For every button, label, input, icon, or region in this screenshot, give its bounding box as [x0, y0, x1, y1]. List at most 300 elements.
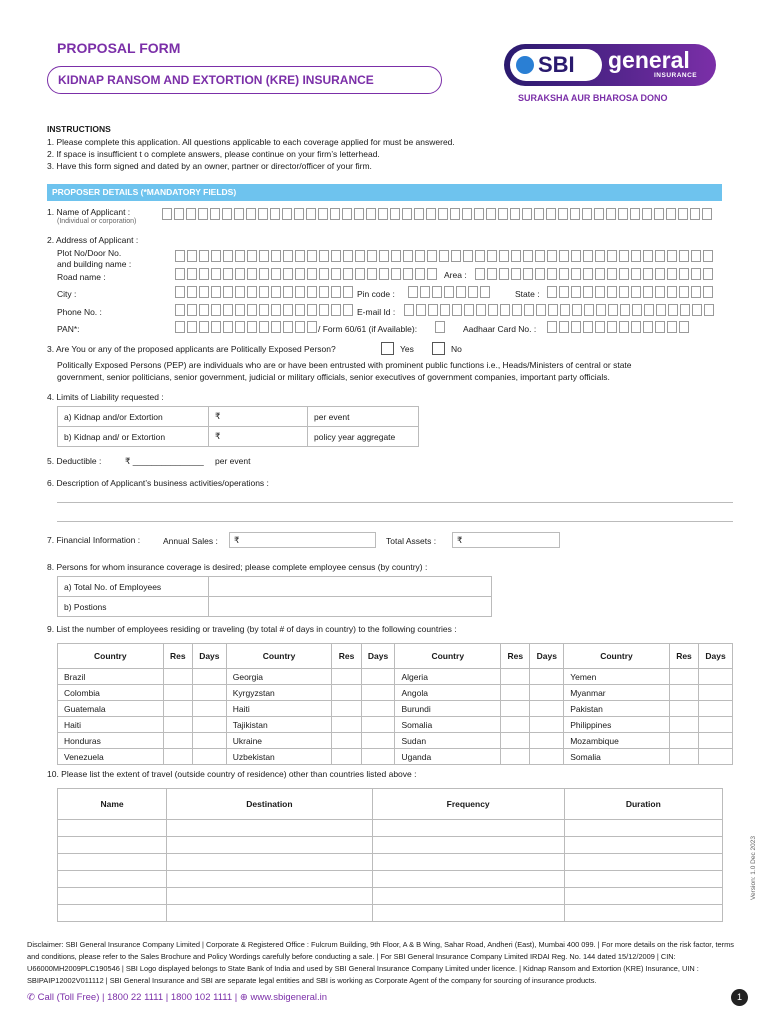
char-cell[interactable] [307, 286, 317, 298]
char-cell[interactable] [618, 208, 628, 220]
char-cell[interactable] [595, 286, 605, 298]
travel-cell-input[interactable] [564, 905, 722, 922]
char-cell[interactable] [223, 268, 233, 280]
char-cell[interactable] [690, 208, 700, 220]
res-input[interactable] [332, 701, 361, 717]
travel-cell-input[interactable] [564, 871, 722, 888]
days-input[interactable] [699, 717, 733, 733]
deductible-field[interactable]: ₹ _______________ [125, 456, 204, 466]
char-cell[interactable] [691, 286, 701, 298]
char-cell[interactable] [306, 208, 316, 220]
char-cell[interactable] [643, 286, 653, 298]
char-cell[interactable] [559, 321, 569, 333]
char-cell[interactable] [468, 286, 478, 298]
char-cell[interactable] [523, 250, 533, 262]
phone-field[interactable] [175, 304, 355, 316]
char-cell[interactable] [654, 208, 664, 220]
char-cell[interactable] [379, 268, 389, 280]
char-cell[interactable] [259, 268, 269, 280]
days-input[interactable] [361, 685, 395, 701]
travel-cell-input[interactable] [58, 888, 167, 905]
char-cell[interactable] [175, 304, 185, 316]
char-cell[interactable] [678, 208, 688, 220]
char-cell[interactable] [679, 321, 689, 333]
char-cell[interactable] [667, 286, 677, 298]
char-cell[interactable] [679, 268, 689, 280]
char-cell[interactable] [187, 268, 197, 280]
char-cell[interactable] [547, 268, 557, 280]
char-cell[interactable] [571, 321, 581, 333]
char-cell[interactable] [175, 286, 185, 298]
travel-cell-input[interactable] [564, 820, 722, 837]
char-cell[interactable] [307, 250, 317, 262]
char-cell[interactable] [223, 304, 233, 316]
char-cell[interactable] [679, 250, 689, 262]
travel-cell-input[interactable] [167, 837, 373, 854]
char-cell[interactable] [655, 321, 665, 333]
char-cell[interactable] [283, 250, 293, 262]
char-cell[interactable] [644, 304, 654, 316]
liability-amount-input[interactable] [209, 427, 308, 447]
res-input[interactable] [332, 749, 361, 765]
char-cell[interactable] [247, 250, 257, 262]
char-cell[interactable] [666, 208, 676, 220]
char-cell[interactable] [583, 321, 593, 333]
char-cell[interactable] [247, 268, 257, 280]
char-cell[interactable] [584, 304, 594, 316]
char-cell[interactable] [619, 321, 629, 333]
char-cell[interactable] [558, 208, 568, 220]
res-input[interactable] [501, 733, 530, 749]
days-input[interactable] [530, 749, 564, 765]
travel-cell-input[interactable] [372, 888, 564, 905]
char-cell[interactable] [607, 321, 617, 333]
char-cell[interactable] [631, 321, 641, 333]
char-cell[interactable] [271, 250, 281, 262]
liability-amount-input[interactable] [209, 407, 308, 427]
days-input[interactable] [192, 669, 226, 685]
res-input[interactable] [501, 685, 530, 701]
char-cell[interactable] [632, 304, 642, 316]
char-cell[interactable] [343, 268, 353, 280]
char-cell[interactable] [499, 268, 509, 280]
char-cell[interactable] [379, 250, 389, 262]
char-cell[interactable] [571, 286, 581, 298]
char-cell[interactable] [703, 268, 713, 280]
travel-cell-input[interactable] [167, 905, 373, 922]
char-cell[interactable] [355, 268, 365, 280]
days-input[interactable] [192, 749, 226, 765]
travel-cell-input[interactable] [58, 837, 167, 854]
char-cell[interactable] [571, 250, 581, 262]
char-cell[interactable] [283, 321, 293, 333]
char-cell[interactable] [607, 268, 617, 280]
annual-sales-input[interactable] [229, 532, 376, 548]
char-cell[interactable] [408, 286, 418, 298]
char-cell[interactable] [432, 286, 442, 298]
char-cell[interactable] [319, 304, 329, 316]
char-cell[interactable] [246, 208, 256, 220]
char-cell[interactable] [475, 268, 485, 280]
char-cell[interactable] [642, 208, 652, 220]
char-cell[interactable] [595, 250, 605, 262]
char-cell[interactable] [223, 286, 233, 298]
char-cell[interactable] [486, 208, 496, 220]
char-cell[interactable] [691, 250, 701, 262]
char-cell[interactable] [667, 268, 677, 280]
pep-yes-checkbox[interactable] [381, 342, 394, 355]
char-cell[interactable] [536, 304, 546, 316]
char-cell[interactable] [247, 321, 257, 333]
days-input[interactable] [699, 749, 733, 765]
days-input[interactable] [192, 717, 226, 733]
char-cell[interactable] [175, 321, 185, 333]
char-cell[interactable] [450, 208, 460, 220]
char-cell[interactable] [476, 304, 486, 316]
census-input[interactable] [209, 577, 492, 597]
char-cell[interactable] [211, 286, 221, 298]
char-cell[interactable] [187, 286, 197, 298]
char-cell[interactable] [174, 208, 184, 220]
char-cell[interactable] [283, 286, 293, 298]
days-input[interactable] [530, 701, 564, 717]
char-cell[interactable] [187, 321, 197, 333]
char-cell[interactable] [210, 208, 220, 220]
char-cell[interactable] [667, 250, 677, 262]
pincode-field[interactable] [408, 286, 492, 298]
char-cell[interactable] [692, 304, 702, 316]
days-input[interactable] [361, 669, 395, 685]
char-cell[interactable] [175, 268, 185, 280]
char-cell[interactable] [222, 208, 232, 220]
char-cell[interactable] [498, 208, 508, 220]
travel-cell-input[interactable] [58, 871, 167, 888]
days-input[interactable] [699, 701, 733, 717]
char-cell[interactable] [560, 304, 570, 316]
char-cell[interactable] [235, 286, 245, 298]
char-cell[interactable] [630, 208, 640, 220]
char-cell[interactable] [570, 208, 580, 220]
road-field[interactable] [175, 268, 439, 280]
pan-field[interactable] [175, 321, 319, 333]
char-cell[interactable] [499, 250, 509, 262]
char-cell[interactable] [500, 304, 510, 316]
char-cell[interactable] [403, 268, 413, 280]
res-input[interactable] [669, 749, 698, 765]
char-cell[interactable] [427, 250, 437, 262]
char-cell[interactable] [211, 268, 221, 280]
char-cell[interactable] [331, 250, 341, 262]
q6-answer-line[interactable] [57, 521, 733, 522]
char-cell[interactable] [199, 321, 209, 333]
char-cell[interactable] [271, 268, 281, 280]
char-cell[interactable] [524, 304, 534, 316]
form60-checkbox[interactable] [435, 321, 447, 333]
char-cell[interactable] [259, 286, 269, 298]
pep-no-checkbox[interactable] [432, 342, 445, 355]
char-cell[interactable] [318, 208, 328, 220]
char-cell[interactable] [643, 250, 653, 262]
char-cell[interactable] [474, 208, 484, 220]
char-cell[interactable] [546, 208, 556, 220]
char-cell[interactable] [583, 250, 593, 262]
res-input[interactable] [669, 733, 698, 749]
char-cell[interactable] [548, 304, 558, 316]
char-cell[interactable] [427, 268, 437, 280]
travel-cell-input[interactable] [167, 820, 373, 837]
travel-cell-input[interactable] [372, 837, 564, 854]
char-cell[interactable] [595, 268, 605, 280]
char-cell[interactable] [211, 250, 221, 262]
res-input[interactable] [163, 749, 192, 765]
char-cell[interactable] [608, 304, 618, 316]
days-input[interactable] [192, 685, 226, 701]
state-field[interactable] [547, 286, 715, 298]
char-cell[interactable] [343, 286, 353, 298]
char-cell[interactable] [211, 321, 221, 333]
char-cell[interactable] [512, 304, 522, 316]
char-cell[interactable] [534, 208, 544, 220]
char-cell[interactable] [451, 250, 461, 262]
char-cell[interactable] [464, 304, 474, 316]
days-input[interactable] [530, 733, 564, 749]
res-input[interactable] [501, 717, 530, 733]
days-input[interactable] [192, 733, 226, 749]
char-cell[interactable] [511, 250, 521, 262]
char-cell[interactable] [702, 208, 712, 220]
res-input[interactable] [669, 669, 698, 685]
char-cell[interactable] [330, 208, 340, 220]
char-cell[interactable] [223, 321, 233, 333]
char-cell[interactable] [572, 304, 582, 316]
applicant-name-field[interactable] [162, 208, 714, 220]
char-cell[interactable] [367, 250, 377, 262]
char-cell[interactable] [331, 286, 341, 298]
char-cell[interactable] [247, 286, 257, 298]
char-cell[interactable] [426, 208, 436, 220]
char-cell[interactable] [559, 250, 569, 262]
char-cell[interactable] [404, 304, 414, 316]
char-cell[interactable] [679, 286, 689, 298]
char-cell[interactable] [271, 321, 281, 333]
char-cell[interactable] [416, 304, 426, 316]
char-cell[interactable] [510, 208, 520, 220]
days-input[interactable] [192, 701, 226, 717]
char-cell[interactable] [295, 286, 305, 298]
char-cell[interactable] [295, 321, 305, 333]
char-cell[interactable] [668, 304, 678, 316]
char-cell[interactable] [631, 250, 641, 262]
char-cell[interactable] [463, 250, 473, 262]
travel-cell-input[interactable] [564, 854, 722, 871]
char-cell[interactable] [162, 208, 172, 220]
char-cell[interactable] [258, 208, 268, 220]
char-cell[interactable] [295, 250, 305, 262]
char-cell[interactable] [391, 250, 401, 262]
res-input[interactable] [669, 701, 698, 717]
char-cell[interactable] [428, 304, 438, 316]
res-input[interactable] [332, 685, 361, 701]
char-cell[interactable] [331, 268, 341, 280]
char-cell[interactable] [211, 304, 221, 316]
char-cell[interactable] [435, 321, 445, 333]
char-cell[interactable] [655, 286, 665, 298]
char-cell[interactable] [631, 286, 641, 298]
census-input[interactable] [209, 597, 492, 617]
char-cell[interactable] [594, 208, 604, 220]
res-input[interactable] [669, 717, 698, 733]
char-cell[interactable] [631, 268, 641, 280]
char-cell[interactable] [535, 268, 545, 280]
char-cell[interactable] [691, 268, 701, 280]
char-cell[interactable] [655, 268, 665, 280]
days-input[interactable] [699, 685, 733, 701]
char-cell[interactable] [295, 304, 305, 316]
char-cell[interactable] [259, 250, 269, 262]
char-cell[interactable] [595, 321, 605, 333]
char-cell[interactable] [619, 268, 629, 280]
char-cell[interactable] [680, 304, 690, 316]
char-cell[interactable] [235, 321, 245, 333]
char-cell[interactable] [606, 208, 616, 220]
char-cell[interactable] [596, 304, 606, 316]
char-cell[interactable] [331, 304, 341, 316]
char-cell[interactable] [607, 250, 617, 262]
char-cell[interactable] [620, 304, 630, 316]
char-cell[interactable] [270, 208, 280, 220]
char-cell[interactable] [235, 304, 245, 316]
char-cell[interactable] [403, 250, 413, 262]
days-input[interactable] [699, 669, 733, 685]
res-input[interactable] [163, 701, 192, 717]
char-cell[interactable] [295, 268, 305, 280]
char-cell[interactable] [523, 268, 533, 280]
char-cell[interactable] [319, 286, 329, 298]
char-cell[interactable] [456, 286, 466, 298]
char-cell[interactable] [559, 268, 569, 280]
char-cell[interactable] [402, 208, 412, 220]
travel-cell-input[interactable] [167, 871, 373, 888]
q6-answer-line[interactable] [57, 502, 733, 503]
char-cell[interactable] [462, 208, 472, 220]
char-cell[interactable] [282, 208, 292, 220]
char-cell[interactable] [438, 208, 448, 220]
char-cell[interactable] [522, 208, 532, 220]
char-cell[interactable] [343, 304, 353, 316]
char-cell[interactable] [187, 250, 197, 262]
travel-cell-input[interactable] [58, 820, 167, 837]
char-cell[interactable] [319, 268, 329, 280]
char-cell[interactable] [547, 321, 557, 333]
char-cell[interactable] [319, 250, 329, 262]
char-cell[interactable] [440, 304, 450, 316]
travel-cell-input[interactable] [58, 854, 167, 871]
char-cell[interactable] [415, 250, 425, 262]
res-input[interactable] [501, 749, 530, 765]
char-cell[interactable] [307, 304, 317, 316]
char-cell[interactable] [583, 286, 593, 298]
city-field[interactable] [175, 286, 355, 298]
char-cell[interactable] [343, 250, 353, 262]
res-input[interactable] [163, 685, 192, 701]
area-field[interactable] [475, 268, 715, 280]
char-cell[interactable] [619, 286, 629, 298]
char-cell[interactable] [559, 286, 569, 298]
char-cell[interactable] [307, 321, 317, 333]
char-cell[interactable] [366, 208, 376, 220]
char-cell[interactable] [488, 304, 498, 316]
char-cell[interactable] [655, 250, 665, 262]
char-cell[interactable] [452, 304, 462, 316]
char-cell[interactable] [223, 250, 233, 262]
res-input[interactable] [163, 733, 192, 749]
char-cell[interactable] [414, 208, 424, 220]
char-cell[interactable] [187, 304, 197, 316]
char-cell[interactable] [475, 250, 485, 262]
res-input[interactable] [163, 669, 192, 685]
char-cell[interactable] [511, 268, 521, 280]
char-cell[interactable] [354, 208, 364, 220]
char-cell[interactable] [199, 250, 209, 262]
char-cell[interactable] [355, 250, 365, 262]
char-cell[interactable] [547, 250, 557, 262]
travel-cell-input[interactable] [564, 888, 722, 905]
char-cell[interactable] [199, 304, 209, 316]
char-cell[interactable] [259, 304, 269, 316]
char-cell[interactable] [175, 250, 185, 262]
char-cell[interactable] [607, 286, 617, 298]
travel-cell-input[interactable] [564, 837, 722, 854]
days-input[interactable] [530, 669, 564, 685]
char-cell[interactable] [271, 304, 281, 316]
char-cell[interactable] [367, 268, 377, 280]
res-input[interactable] [669, 685, 698, 701]
days-input[interactable] [361, 717, 395, 733]
char-cell[interactable] [390, 208, 400, 220]
res-input[interactable] [332, 733, 361, 749]
char-cell[interactable] [643, 268, 653, 280]
char-cell[interactable] [199, 268, 209, 280]
char-cell[interactable] [643, 321, 653, 333]
plot-building-field[interactable] [175, 250, 715, 262]
char-cell[interactable] [342, 208, 352, 220]
res-input[interactable] [332, 669, 361, 685]
website-link[interactable]: www.sbigeneral.in [250, 992, 328, 1003]
char-cell[interactable] [235, 250, 245, 262]
travel-cell-input[interactable] [372, 905, 564, 922]
char-cell[interactable] [247, 304, 257, 316]
char-cell[interactable] [391, 268, 401, 280]
char-cell[interactable] [415, 268, 425, 280]
res-input[interactable] [163, 717, 192, 733]
char-cell[interactable] [487, 268, 497, 280]
char-cell[interactable] [535, 250, 545, 262]
res-input[interactable] [501, 669, 530, 685]
char-cell[interactable] [198, 208, 208, 220]
aadhaar-field[interactable] [547, 321, 691, 333]
char-cell[interactable] [199, 286, 209, 298]
char-cell[interactable] [704, 304, 714, 316]
char-cell[interactable] [487, 250, 497, 262]
char-cell[interactable] [307, 268, 317, 280]
char-cell[interactable] [547, 286, 557, 298]
char-cell[interactable] [571, 268, 581, 280]
char-cell[interactable] [480, 286, 490, 298]
char-cell[interactable] [186, 208, 196, 220]
char-cell[interactable] [294, 208, 304, 220]
days-input[interactable] [361, 701, 395, 717]
total-assets-input[interactable] [452, 532, 560, 548]
